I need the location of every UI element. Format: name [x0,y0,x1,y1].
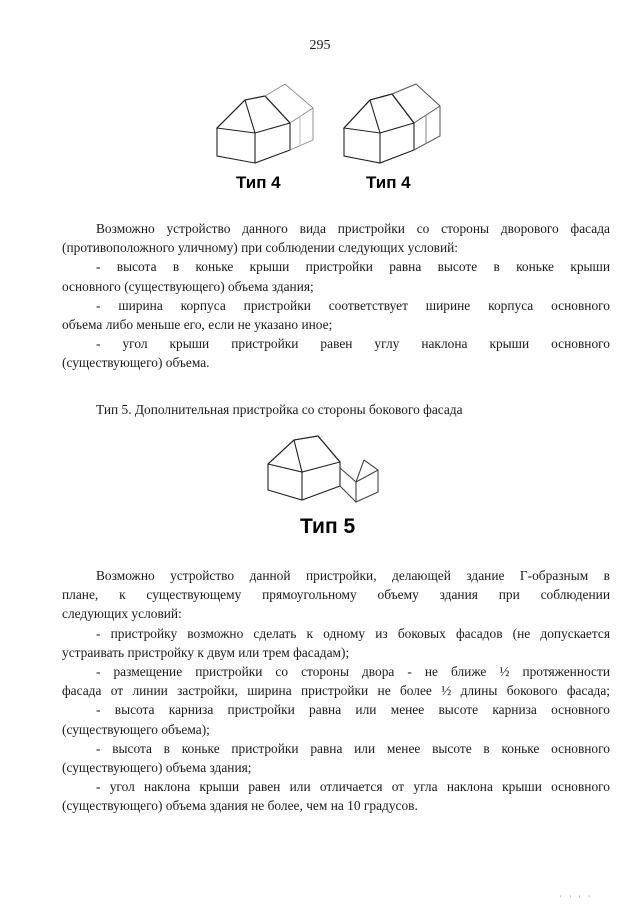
type5-heading: Тип 5. Дополнительная пристройка со стороны бокового фасада [96,402,463,417]
text-line: - ширина корпуса пристройки соответствует ширине корпуса основного [96,297,610,313]
text-line: Возможно устройство данного вида пристройки со стороны дворового фасада [96,221,610,236]
text-line: (существующего объема); [62,721,210,737]
text-line: плане, к существующему прямоугольному объему здания при соблюдении [62,587,610,603]
type5-house-illustration [260,428,395,513]
type4-conditions [62,219,610,373]
text-line: Возможно устройство данной пристройки, делающей здание Г-образным в [96,568,610,583]
text-line: фасада от линии застройки, ширина пристройки не более ½ длины бокового фасада; [62,683,610,699]
text-line: - размещение пристройки со стороны двора - не ближе ½ протяженности [96,664,610,680]
scan-artifact-marks: ' ' ' ' [560,894,593,903]
text-line: - высота карниза пристройки равна или менее высоте карниза основного [96,702,610,718]
type5-label: Тип 5 [300,515,356,538]
text-line: - угол крыши пристройки равен углу наклона крыши основного [96,336,610,352]
text-line: - угол наклона крыши равен или отличается от угла наклона крыши основного [96,779,610,795]
text-line: - пристройку возможно сделать к одному из боковых фасадов (не допускается [96,625,610,641]
text-line: основного (существующего) объема здания; [62,278,314,294]
type4-house-illustration-right [330,78,460,168]
text-line: устраивать пристройку к двум или трем фасадам); [62,644,350,660]
text-line: (существующего) объема. [62,355,210,371]
text-line: (существующего) объема здания не более, чем на 10 градусов. [62,798,418,814]
type4-label-left: Тип 4 [236,173,281,192]
text-line: следующих условий: [62,606,182,622]
page-number: 295 [309,38,331,53]
type4-house-illustration-left [205,78,335,168]
text-line: (противоположного уличному) при соблюдении следующих условий: [62,240,459,256]
text-line: объема либо меньше его, если не указано иное; [62,317,333,333]
text-line: - высота в коньке крыши пристройки равна высоте в коньке крыши [96,259,610,275]
type4-label-right: Тип 4 [366,173,411,192]
text-line: - высота в коньке пристройки равна или менее высоте в коньке основного [96,740,610,756]
text-line: (существующего) объема здания; [62,760,252,776]
type5-conditions [62,566,610,816]
